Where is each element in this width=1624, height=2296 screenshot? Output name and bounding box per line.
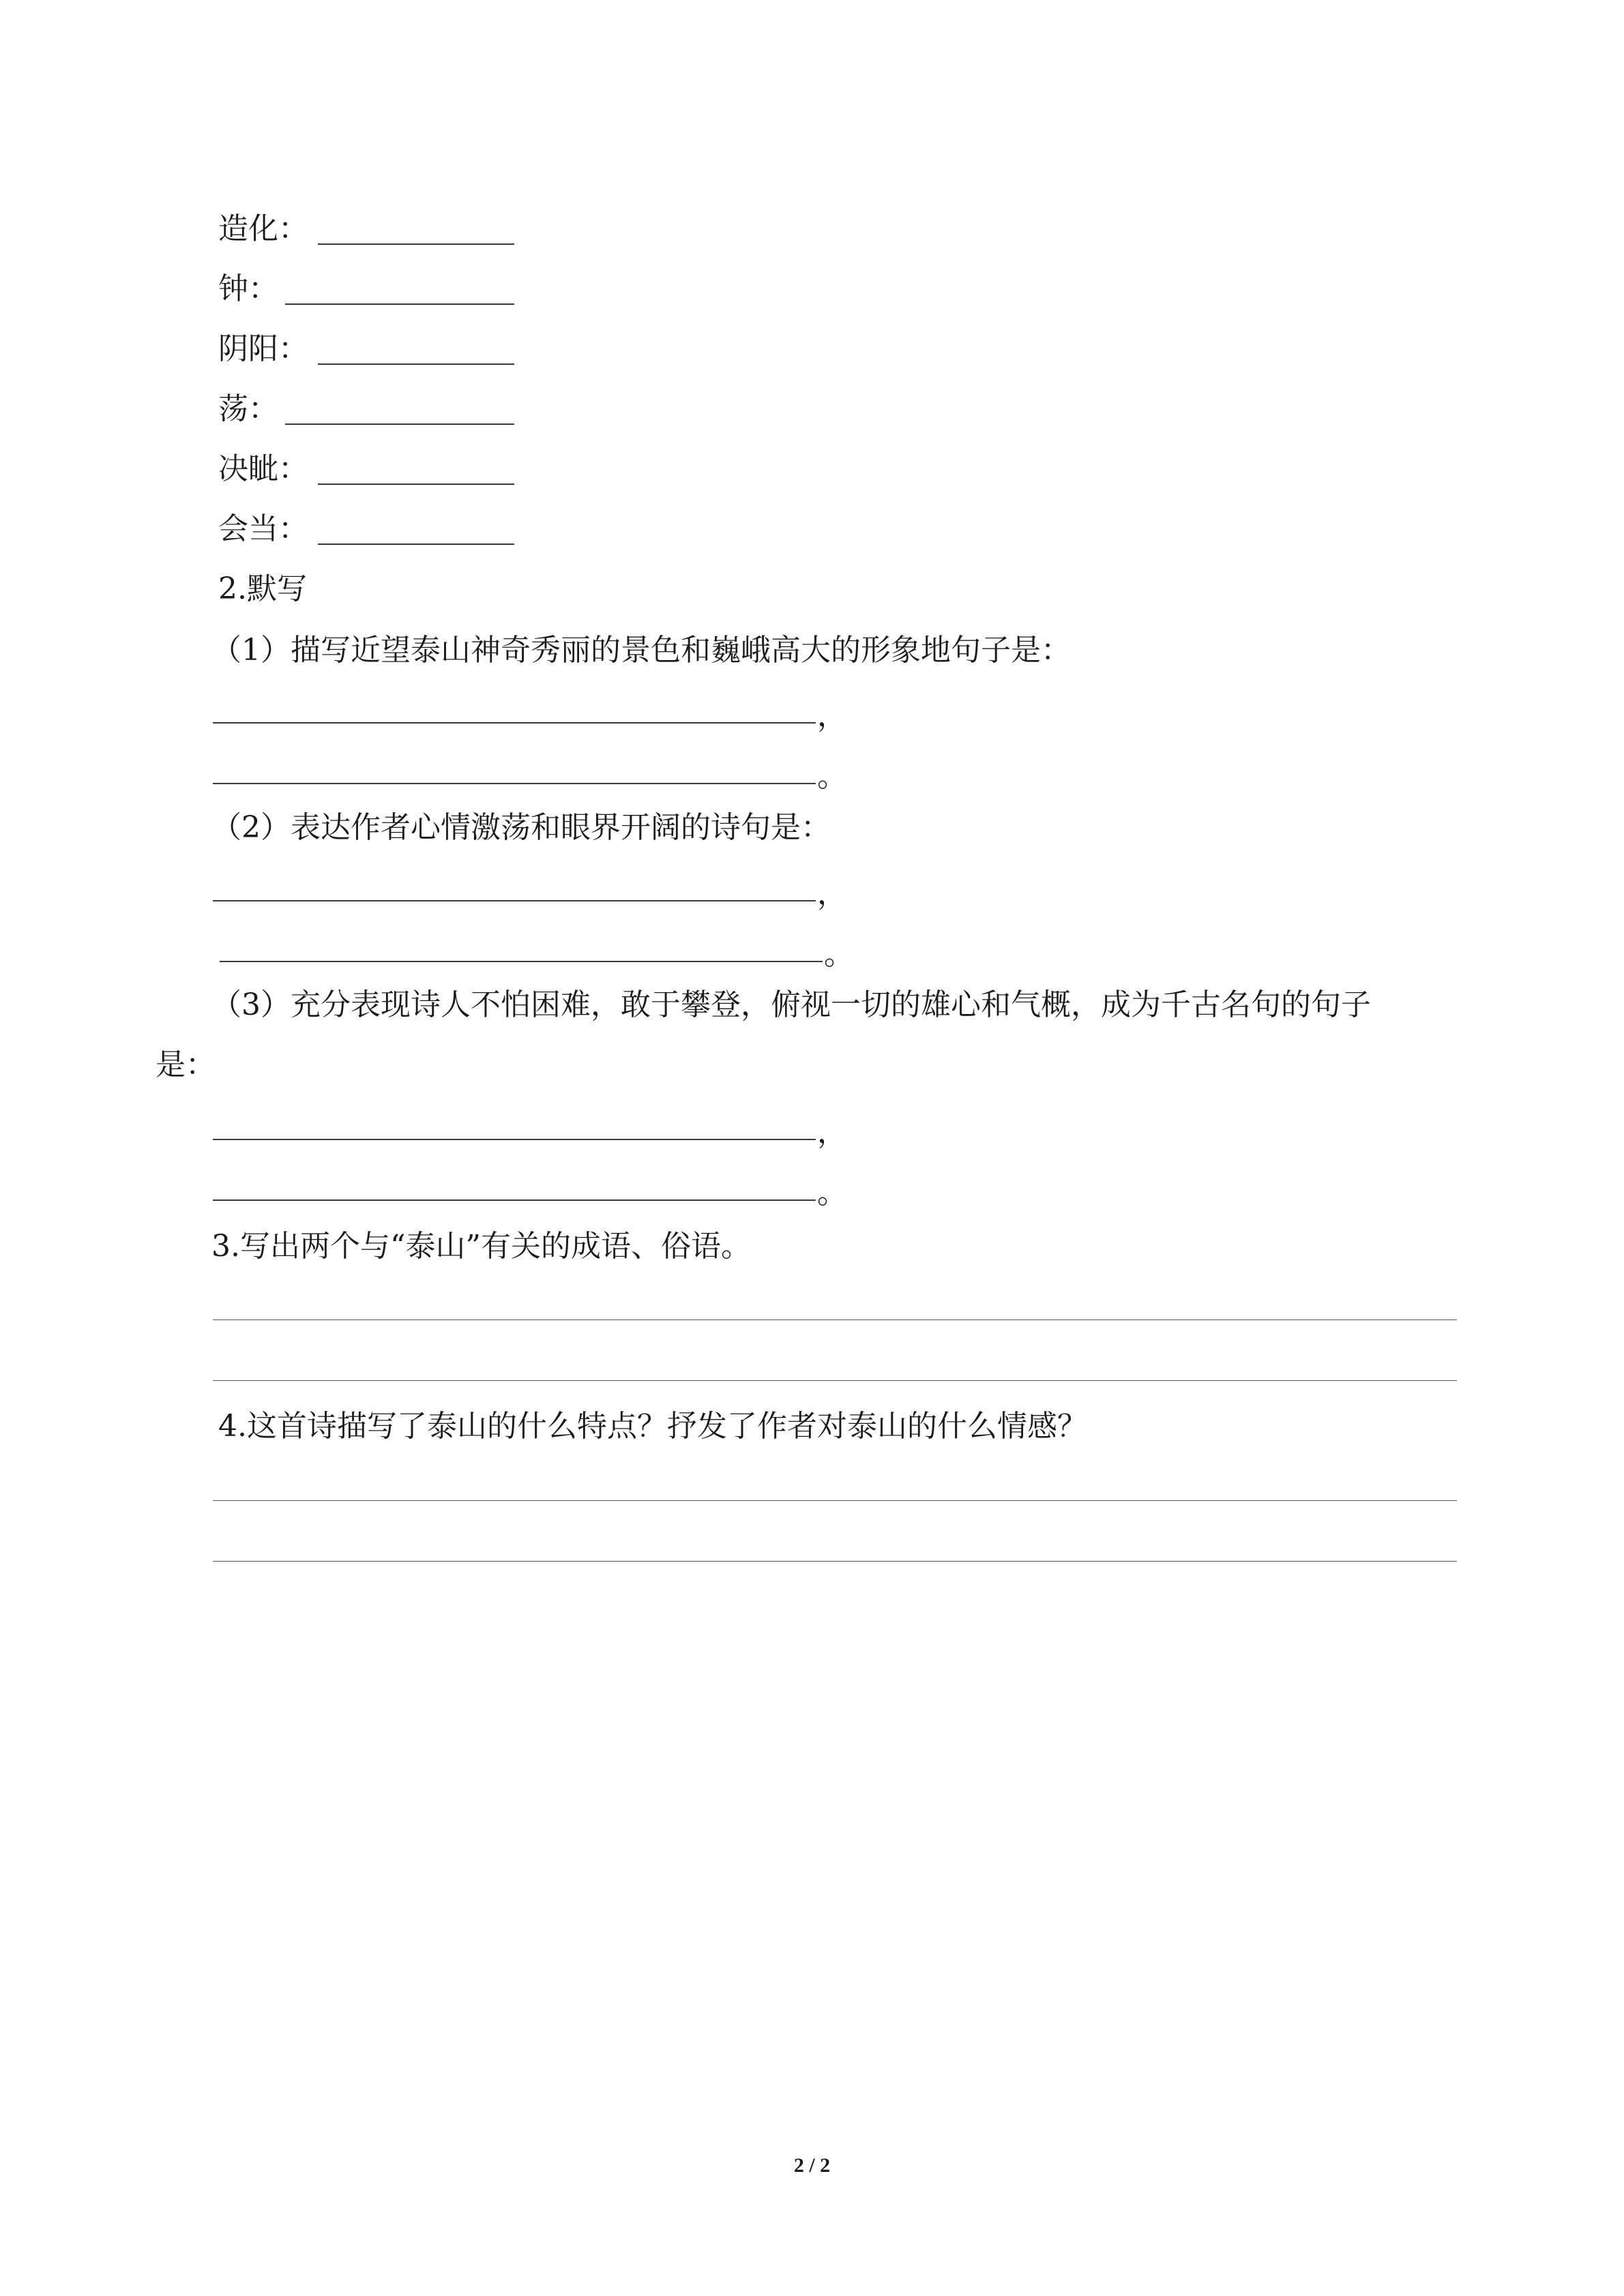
vocab-term-jueci: 决眦： [218, 451, 308, 486]
vocab-term-yinyang: 阴阳： [218, 331, 308, 366]
period: 。 [817, 759, 847, 794]
answer-line[interactable] [213, 1500, 1457, 1501]
answer-blank[interactable] [220, 961, 823, 962]
page-number: 2 / 2 [793, 2154, 831, 2177]
answer-blank[interactable] [213, 900, 816, 901]
vocab-answer-blank[interactable] [285, 303, 514, 305]
vocab-term-zaohua: 造化： [218, 211, 308, 246]
question-3-title: 3.写出两个与“泰山”有关的成语、俗语。 [211, 1229, 751, 1264]
answer-blank[interactable] [213, 722, 816, 724]
comma: ， [817, 1115, 847, 1150]
vocab-term-huidang: 会当： [218, 511, 308, 546]
comma: ， [817, 876, 847, 911]
vocab-answer-blank[interactable] [318, 483, 514, 485]
question-2-sub2: （2）表达作者心情激荡和眼界开阔的诗句是： [211, 810, 831, 845]
vocab-answer-blank[interactable] [285, 423, 514, 425]
period: 。 [817, 1176, 847, 1210]
question-2-sub1: （1）描写近望泰山神奇秀丽的景色和巍峨高大的形象地句子是： [211, 633, 1071, 668]
vocab-answer-blank[interactable] [318, 243, 514, 245]
answer-line[interactable] [213, 1561, 1457, 1562]
question-4-title: 4.这首诗描写了泰山的什么特点？抒发了作者对泰山的什么情感？ [218, 1409, 1087, 1444]
period: 。 [824, 937, 854, 972]
question-2-sub3-line2: 是： [156, 1047, 216, 1082]
answer-blank[interactable] [213, 1139, 816, 1140]
question-2-title: 2.默写 [218, 571, 307, 606]
question-2-sub3-line1: （3）充分表现诗人不怕困难，敢于攀登，俯视一切的雄心和气概，成为千古名句的句子 [211, 987, 1371, 1022]
vocab-term-dang: 荡： [218, 391, 278, 426]
comma: ， [817, 698, 847, 733]
answer-blank[interactable] [213, 1199, 816, 1201]
vocab-answer-blank[interactable] [318, 363, 514, 365]
answer-blank[interactable] [213, 783, 816, 784]
vocab-answer-blank[interactable] [318, 543, 514, 545]
answer-line[interactable] [213, 1380, 1457, 1381]
vocab-term-zhong: 钟： [218, 271, 278, 306]
